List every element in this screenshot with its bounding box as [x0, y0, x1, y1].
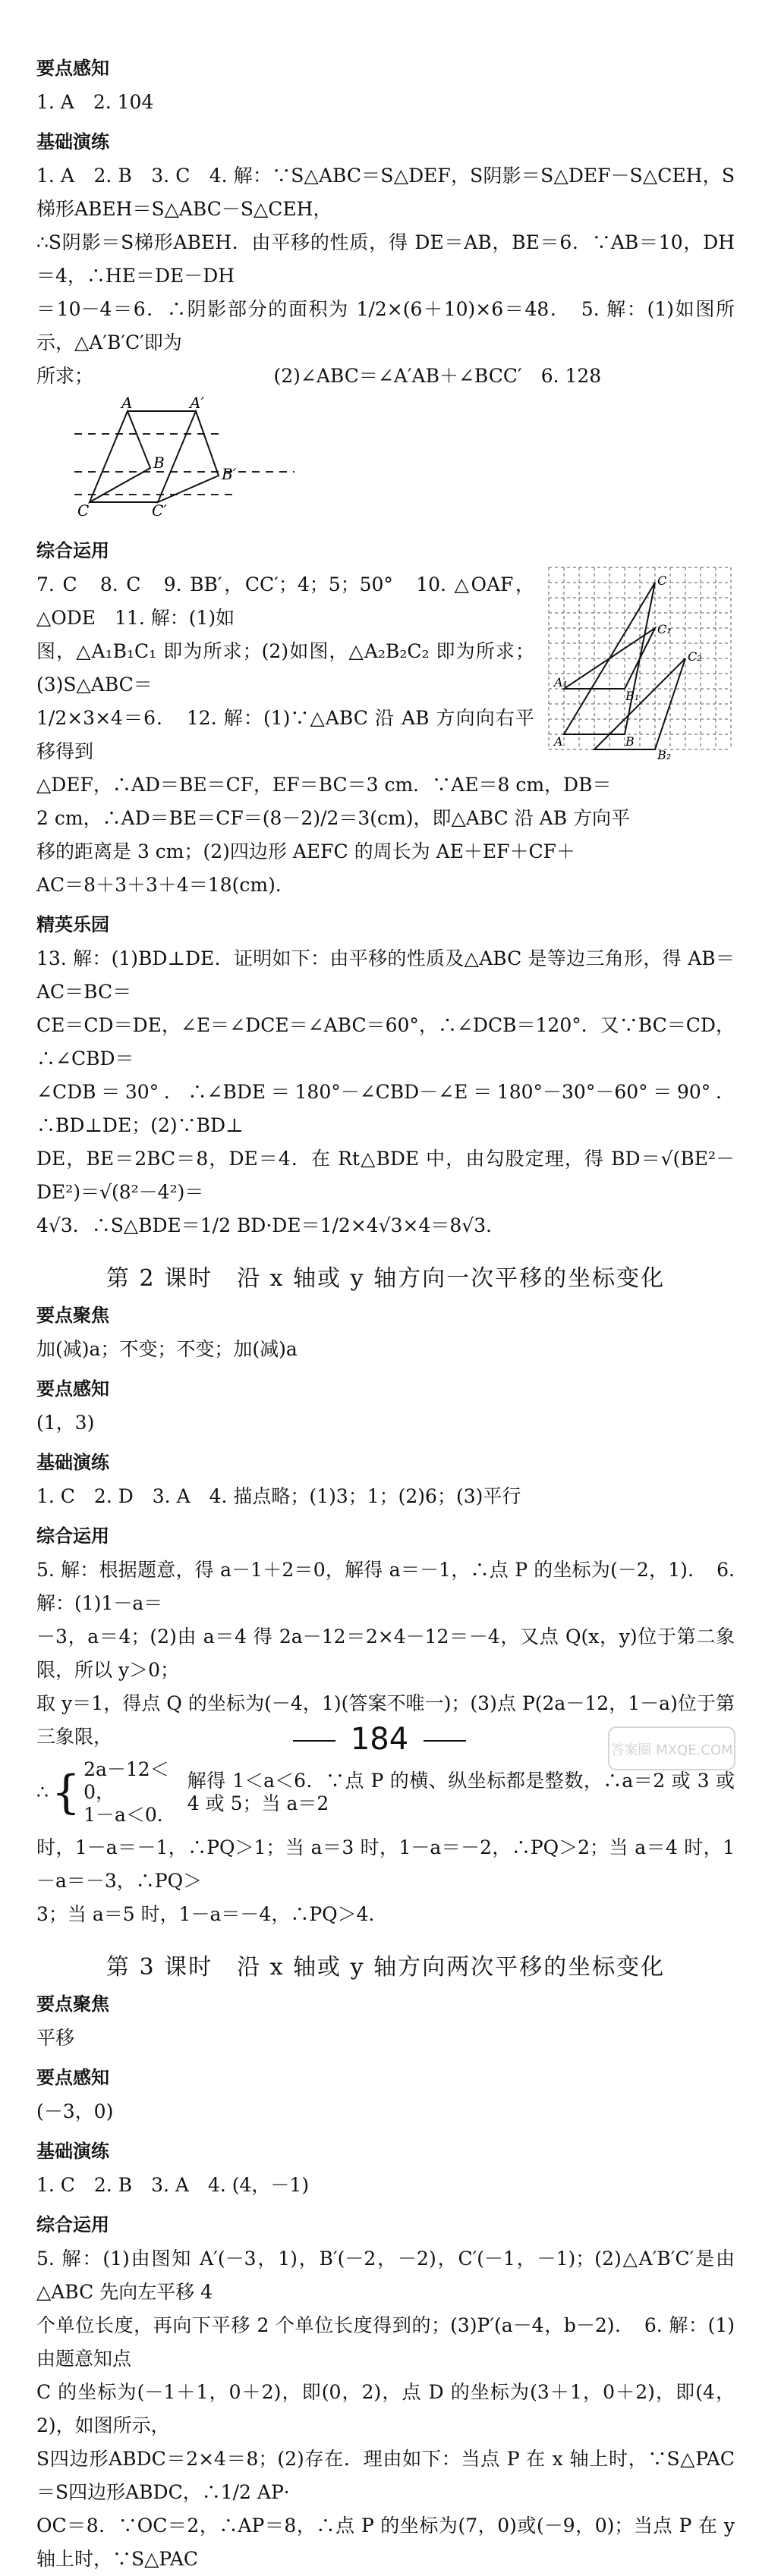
watermark-text: 答案圈 MXQE.COM — [610, 1742, 733, 1758]
answer-line: DE，BE＝2BC＝8，DE＝4．在 Rt△BDE 中，由勾股定理，得 BD＝√(BE²－DE²)＝√(8²－4²)＝ — [36, 1148, 735, 1203]
heading-comprehensive-use: 综合运用 — [36, 540, 109, 561]
page-number-dash — [293, 1740, 335, 1742]
grid-label: B — [625, 734, 635, 749]
grid-label: B₂ — [657, 748, 672, 761]
heading-key-points-perception: 要点感知 — [36, 2067, 109, 2088]
answer-line: 解得 1＜a＜6．∵点 P 的横、纵坐标都是整数，∴a＝2 或 3 或 4 或 5；当 a＝2 — [187, 1770, 735, 1814]
translation-triangle-figure — [67, 396, 492, 517]
figure-label: B — [153, 454, 165, 472]
inequality-system-line: ∴ { 2a－12＜0， 1－a＜0． 解得 1＜a＜6．∵点 P 的横、纵坐标都是整数，∴a＝2 或 3 或 4 或 5；当 a＝2 — [36, 1758, 735, 1826]
answer-line: 移的距离是 3 cm；(2)四边形 AEFC 的周长为 AE＋EF＋CF＋ — [36, 840, 575, 862]
answer-line: 1/2×3×4＝6． 12. 解：(1)∵△ABC 沿 AB 方向向右平移得到 — [36, 707, 534, 762]
answer-line: AC＝8＋3＋3＋4＝18(cm)． — [36, 874, 294, 896]
answer-line: 1. A 2. B 3. C 4. 解：∵S△ABC＝S△DEF，S阴影＝S△DEF－S△CEH，S梯形ABEH＝S△ABC－S△CEH， — [36, 165, 735, 220]
figure-label: C — [77, 501, 90, 517]
answer-line: CE＝CD＝DE，∠E＝∠DCE＝∠ABC＝60°，∴∠DCB＝120°．又∵BC＝CD，∴∠CBD＝ — [36, 1014, 735, 1070]
heading-key-points-focus: 要点聚焦 — [36, 1305, 109, 1326]
answer-line: 13. 解：(1)BD⊥DE．证明如下：由平移的性质及△ABC 是等边三角形，得 AB＝AC＝BC＝ — [36, 947, 735, 1003]
answer-line: 所求； (2)∠ABC＝∠A′AB＋∠BCC′ 6. 128 — [36, 365, 602, 387]
answer-line: 3；当 a＝5 时，1－a＝－4，∴PQ＞4． — [36, 1903, 388, 1925]
answer-line: ∴S阴影＝S梯形ABEH．由平移的性质，得 DE＝AB，BE＝6．∵AB＝10，DH＝4，∴HE＝DE－DH — [36, 231, 735, 287]
answer-line: 1. A 2. 104 — [36, 91, 154, 113]
page-number-text: 184 — [350, 1722, 409, 1757]
answer-line: 平移 — [36, 2027, 75, 2049]
figure-label: A′ — [190, 396, 204, 412]
answer-line: 1. C 2. B 3. A 4. (4，－1) — [36, 2174, 310, 2196]
grid-label: C — [657, 573, 667, 588]
answer-line: 4√3．∴S△BDE＝1/2 BD·DE＝1/2×4√3×4＝8√3． — [36, 1214, 505, 1236]
answer-line: △DEF，∴AD＝BE＝CF，EF＝BC＝3 cm．∵AE＝8 cm，DB＝ — [36, 774, 612, 796]
answer-line: ∠CDB＝30°．∴∠BDE＝180°－∠CBD－∠E＝180°－30°－60°＝90°．∴BD⊥DE；(2)∵BD⊥ — [36, 1081, 735, 1136]
answer-line: 时，1－a＝－1，∴PQ＞1；当 a＝3 时，1－a＝－2，∴PQ＞2；当 a＝4 时，1－a＝－3，∴PQ＞ — [36, 1836, 735, 1892]
grid-label: B₁ — [625, 689, 640, 703]
grid-label: A — [554, 734, 563, 749]
inequality-1: 2a－12＜0， — [83, 1758, 169, 1803]
watermark-logo — [607, 1726, 736, 1771]
grid-translation-figure — [545, 564, 735, 761]
lesson-2-title: 第 2 课时 沿 x 轴或 y 轴方向一次平移的坐标变化 — [106, 1265, 666, 1292]
answer-line: 7. C 8. C 9. BB′，CC′；4；5；50° 10. △OAF，△ODE 11. 解：(1)如 — [36, 573, 534, 629]
grid-label: A₁ — [554, 675, 568, 690]
heading-comprehensive-use: 综合运用 — [36, 2214, 109, 2235]
answer-line: －3，a＝4；(2)由 a＝4 得 2a－12＝2×4－12＝－4，又点 Q(x，y)位于第二象限，所以 y＞0； — [36, 1626, 735, 1681]
heading-basic-practice: 基础演练 — [36, 131, 109, 152]
inequality-2: 1－a＜0． — [83, 1804, 176, 1826]
answer-line: 2 cm，∴AD＝BE＝CF＝(8－2)/2＝3(cm)，即△ABC 沿 AB 方向平 — [36, 807, 631, 829]
answer-line: 图，△A₁B₁C₁ 即为所求；(2)如图，△A₂B₂C₂ 即为所求；(3)S△ABC＝ — [36, 640, 534, 696]
answer-line: S四边形ABDC＝2×4＝8；(2)存在．理由如下：当点 P 在 x 轴上时，∵S△PAC＝S四边形ABDC，∴1/2 AP· — [36, 2448, 735, 2503]
answer-line: (－3，0) — [36, 2100, 114, 2122]
answer-line: 5. 解：根据题意，得 a－1＋2＝0，解得 a＝－1，∴点 P 的坐标为(－2，1)． 6. 解：(1)1－a＝ — [36, 1559, 735, 1614]
page-number-dash — [424, 1740, 466, 1742]
heading-basic-practice: 基础演练 — [36, 1452, 109, 1473]
answer-line: 加(减)a；不变；不变；加(减)a — [36, 1338, 298, 1360]
heading-comprehensive-use: 综合运用 — [36, 1525, 109, 1547]
grid-label: C₂ — [688, 649, 702, 664]
heading-key-points-focus: 要点聚焦 — [36, 1993, 109, 2015]
answer-line: 个单位长度，再向下平移 2 个单位长度得到的；(3)P′(a－4，b－2)． 6. 解：(1)由题意知点 — [36, 2314, 735, 2370]
answer-line: (1，3) — [36, 1412, 95, 1434]
figure-label: A — [121, 396, 133, 412]
heading-basic-practice: 基础演练 — [36, 2141, 109, 2162]
answer-line: 取 y＝1，得点 Q 的坐标为(－4，1)(答案不唯一)；(3)点 P(2a－12，1－a)位于第三象限， — [36, 1692, 735, 1748]
figure-label: B′ — [222, 465, 237, 483]
heading-key-points-perception: 要点感知 — [36, 1378, 109, 1400]
answer-line: C 的坐标为(－1＋1，0＋2)，即(0，2)，点 D 的坐标为(3＋1，0＋2)，即(4，2)，如图所示， — [36, 2381, 735, 2436]
heading-key-points-perception: 要点感知 — [36, 58, 109, 79]
heading-elite-paradise: 精英乐园 — [36, 914, 109, 935]
lesson-3-title: 第 3 课时 沿 x 轴或 y 轴方向两次平移的坐标变化 — [106, 1954, 666, 1981]
grid-label: C₁ — [657, 622, 672, 636]
answer-line: OC＝8．∵OC＝2，∴AP＝8，∴点 P 的坐标为(7，0)或(－9，0)；当点 P 在 y 轴上时，∵S△PAC — [36, 2515, 735, 2570]
answer-line: 1. C 2. D 3. A 4. 描点略；(1)3；1；(2)6；(3)平行 — [36, 1485, 521, 1507]
answer-line: 5. 解：(1)由图知 A′(－3，1)，B′(－2，－2)，C′(－1，－1)；(2)△A′B′C′是由△ABC 先向左平移 4 — [36, 2248, 735, 2303]
answer-line: ＝10－4＝6．∴阴影部分的面积为 1/2×(6＋10)×6＝48． 5. 解：(1)如图所示，△A′B′C′即为 — [36, 298, 735, 353]
figure-label: C′ — [152, 501, 167, 517]
answer-page — [36, 46, 735, 2576]
